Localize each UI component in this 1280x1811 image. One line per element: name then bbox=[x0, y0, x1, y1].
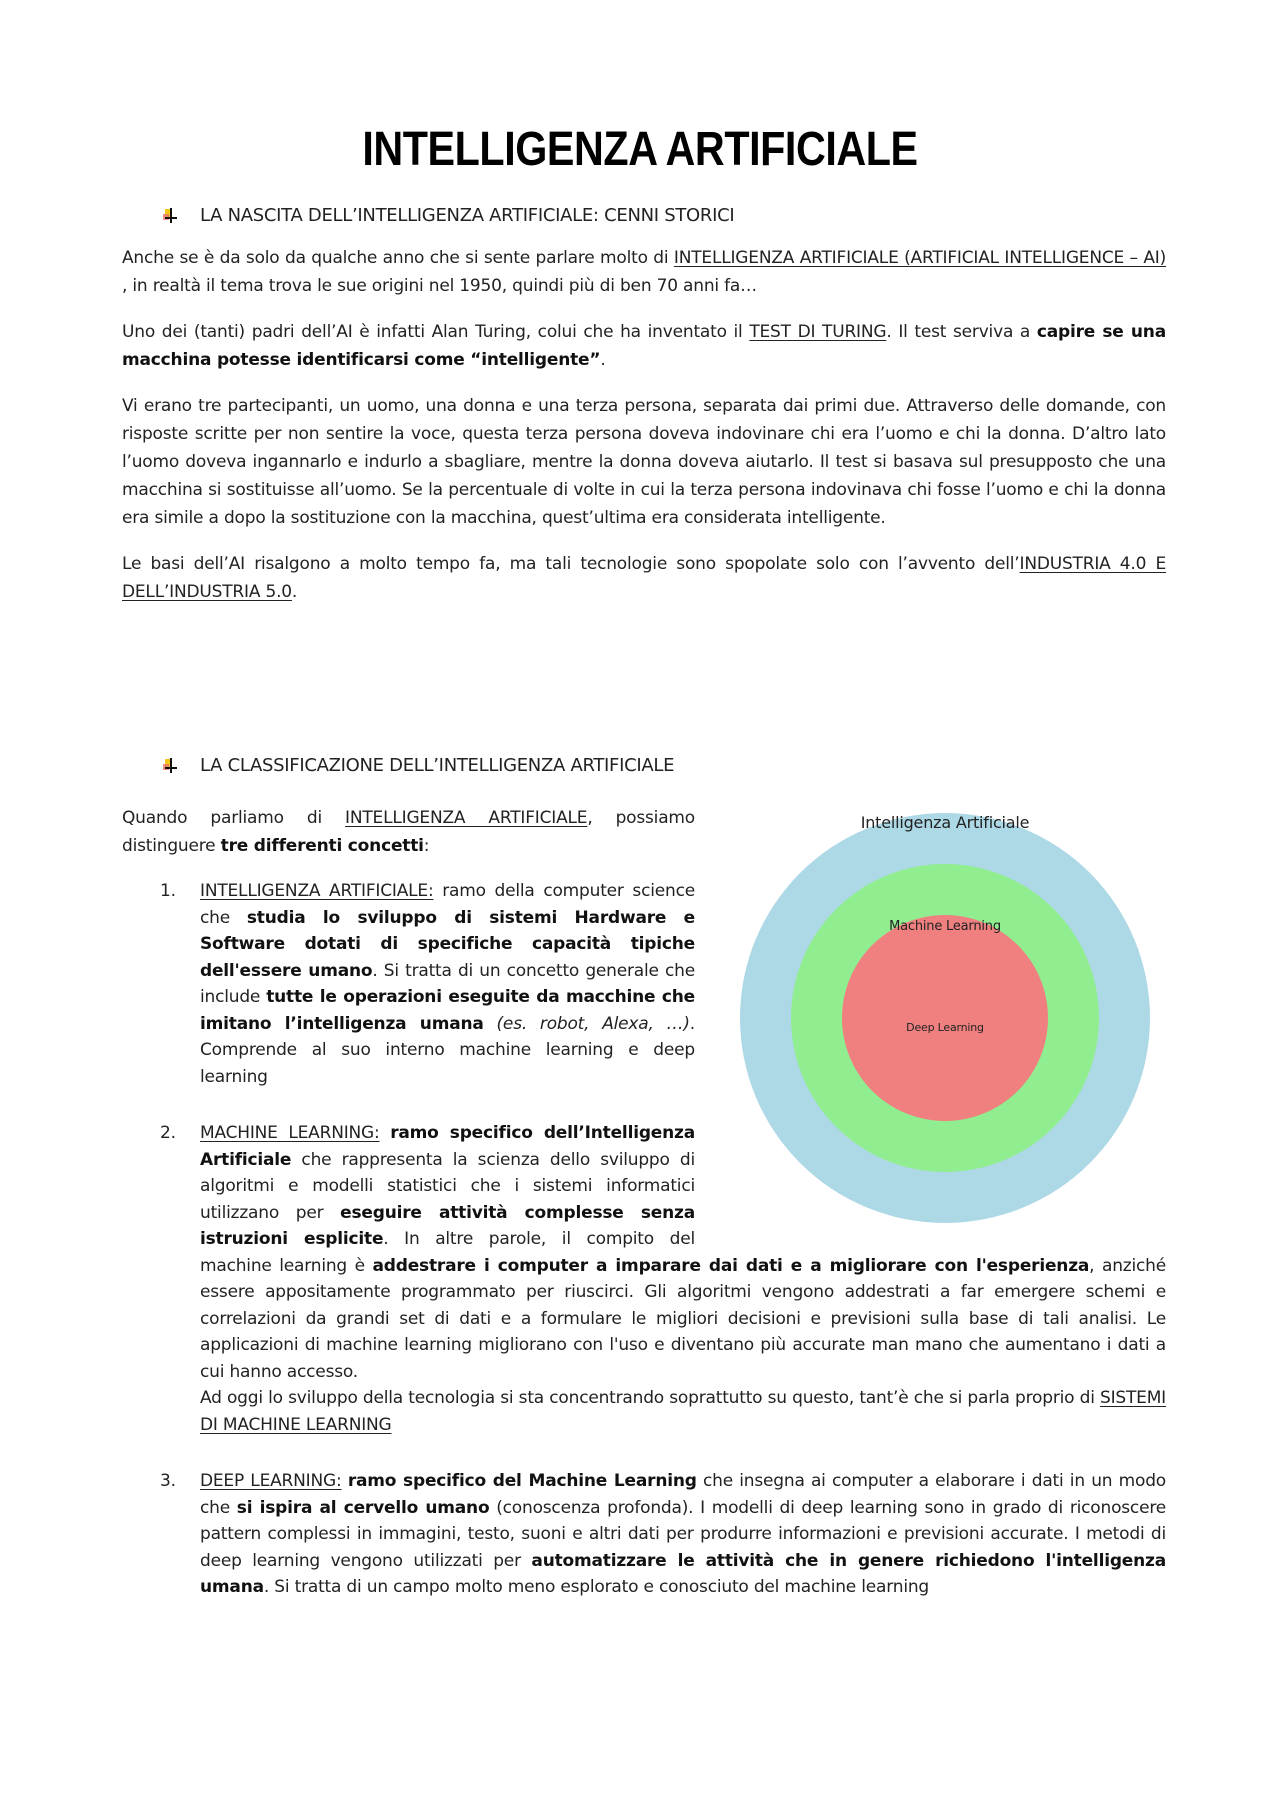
text: . bbox=[291, 582, 298, 602]
text: che insegna ai computer a elaborare i dati in un modo che bbox=[200, 1471, 1166, 1518]
bold-text: automatizzare le attività che in genere richiedono l'intelligenza umana bbox=[200, 1550, 1166, 1597]
bold-text: si ispira al cervello umano bbox=[236, 1497, 490, 1518]
paragraph bbox=[122, 244, 1166, 300]
bold-text: tre differenti concetti bbox=[220, 836, 424, 856]
text bbox=[380, 1123, 391, 1143]
text: . Si tratta di un campo molto meno esplorato e conosciuto del machine learning bbox=[263, 1577, 930, 1597]
text: ramo della computer science che bbox=[200, 881, 695, 928]
underlined-term: TEST DI TURING bbox=[749, 322, 887, 342]
bold-text: ramo specifico del Machine Learning bbox=[347, 1471, 697, 1491]
item-term: DEEP LEARNING: bbox=[200, 1471, 342, 1491]
paragraph bbox=[122, 318, 1166, 374]
text: (conoscenza profonda). I modelli di deep learning sono in grado di riconoscere pattern complessi in immagini, testo, suoni e altri dati per produrre informazioni e previsioni accurate. I metodi di deep learning vengono utilizzati per bbox=[200, 1497, 1167, 1571]
underlined-term: INTELLIGENZA ARTIFICIALE bbox=[345, 808, 588, 828]
text: . In altre parole, il compito del machine learning è bbox=[200, 1229, 696, 1276]
paragraph bbox=[122, 550, 1166, 606]
text: , in realtà il tema trova le sue origini nel 1950, quindi più di ben 70 anni fa… bbox=[122, 276, 757, 296]
text: Quando parliamo di bbox=[122, 808, 346, 828]
section-nascita bbox=[122, 202, 1166, 624]
bold-text: addestrare i computer a imparare dai dati e a migliorare con l'esperienza bbox=[372, 1255, 1090, 1276]
list-item bbox=[122, 1120, 1166, 1438]
item-number: 2. bbox=[160, 1123, 176, 1143]
list-item bbox=[122, 878, 1166, 1090]
bold-text: capire se una macchina potesse identificarsi come “intelligente” bbox=[122, 322, 1166, 370]
item-term: INTELLIGENZA ARTIFICIALE: bbox=[200, 881, 434, 901]
section-heading bbox=[162, 202, 1166, 230]
text: Uno dei (tanti) padri dell’AI è infatti Alan Turing, colui che ha inventato il bbox=[122, 322, 750, 342]
text: . Il test serviva a bbox=[886, 322, 1037, 342]
underlined-term: SISTEMI DI MACHINE LEARNING bbox=[200, 1388, 1166, 1435]
label-dl: Deep Learning bbox=[906, 1021, 984, 1034]
bold-text: studia lo sviluppo di sistemi Hardware e Software dotati di specifiche capacità tipiche dell'essere umano bbox=[200, 907, 696, 981]
item-term: MACHINE LEARNING: bbox=[200, 1123, 380, 1143]
text: Anche se è da solo da qualche anno che si sente parlare molto di bbox=[122, 248, 674, 268]
section-heading bbox=[162, 752, 1166, 780]
heading-text: LA CLASSIFICAZIONE DELL’INTELLIGENZA ARTIFICIALE bbox=[200, 755, 675, 776]
document-title: INTELLIGENZA ARTIFICIALE bbox=[362, 123, 918, 176]
underlined-term: INDUSTRIA 4.0 E DELL’INDUSTRIA 5.0 bbox=[122, 554, 1167, 602]
list-item bbox=[122, 1468, 1166, 1601]
label-ai: Intelligenza Artificiale bbox=[860, 813, 1030, 832]
text: : bbox=[423, 836, 430, 856]
section-classificazione bbox=[122, 752, 1166, 1631]
bold-text: ramo specifico dell’Intelligenza Artificiale bbox=[200, 1123, 695, 1170]
bold-text: eseguire attività complesse senza istruzioni esplicite bbox=[200, 1202, 695, 1249]
heading-text: LA NASCITA DELL’INTELLIGENZA ARTIFICIALE: CENNI STORICI bbox=[200, 205, 735, 226]
concepts-list bbox=[122, 878, 1166, 1601]
label-ml: Machine Learning bbox=[889, 919, 1001, 934]
item-number: 1. bbox=[160, 881, 176, 901]
text: , possiamo distinguere bbox=[122, 808, 695, 856]
text: . bbox=[600, 350, 606, 370]
text: Ad oggi lo sviluppo della tecnologia si sta concentrando soprattutto su questo, tant’è che si parla proprio di bbox=[200, 1388, 1100, 1408]
text: , anziché essere appositamente programmato per riuscirci. Gli algoritmi vengono addestrati a far emergere schemi e correlazioni da grandi set di dati e a formulare le migliori decisioni e previsioni sulla base di tali analisi. Le applicazioni di machine learning migliorano con l'uso e diventano più accurate man mano che aumentano i dati a cui hanno accesso. bbox=[200, 1255, 1167, 1382]
bullet-arrow-icon bbox=[162, 207, 180, 225]
item-number: 3. bbox=[160, 1471, 176, 1491]
italic-text: (es. robot, Alexa, …) bbox=[483, 1013, 690, 1034]
bullet-arrow-icon bbox=[162, 757, 180, 775]
text: Le basi dell’AI risalgono a molto tempo fa, ma tali tecnologie sono spopolate solo con l’avvento dell’ bbox=[122, 554, 1020, 574]
text: che rappresenta la scienza dello sviluppo di algoritmi e modelli statistici che i sistemi informatici utilizzano per bbox=[200, 1149, 695, 1223]
underlined-term: INTELLIGENZA ARTIFICIALE (ARTIFICIAL INTELLIGENCE – AI) bbox=[673, 248, 1167, 268]
text: . Comprende al suo interno machine learning e deep learning bbox=[200, 1013, 695, 1087]
paragraph: Vi erano tre partecipanti, un uomo, una donna e una terza persona, separata dai primi due. Attraverso delle domande, con risposte scritte per non sentire la voce, questa terza persona doveva indovinare chi era l’uomo e chi la donna. D’altro lato l’uomo doveva ingannarlo e indurlo a sbagliare, mentre la donna doveva aiutarlo. Il test si basava sul presupposto che una macchina si sostituisse all’uomo. Se la percentuale di volte in cui la terza persona indovinava chi fosse l’uomo e chi la donna era simile a dopo la sostituzione con la macchina, quest’ultima era considerata intelligente. bbox=[122, 396, 1166, 528]
text: . Si tratta di un concetto generale che include bbox=[200, 960, 695, 1007]
bold-text: tutte le operazioni eseguite da macchine che imitano l’intelligenza umana bbox=[200, 987, 695, 1034]
